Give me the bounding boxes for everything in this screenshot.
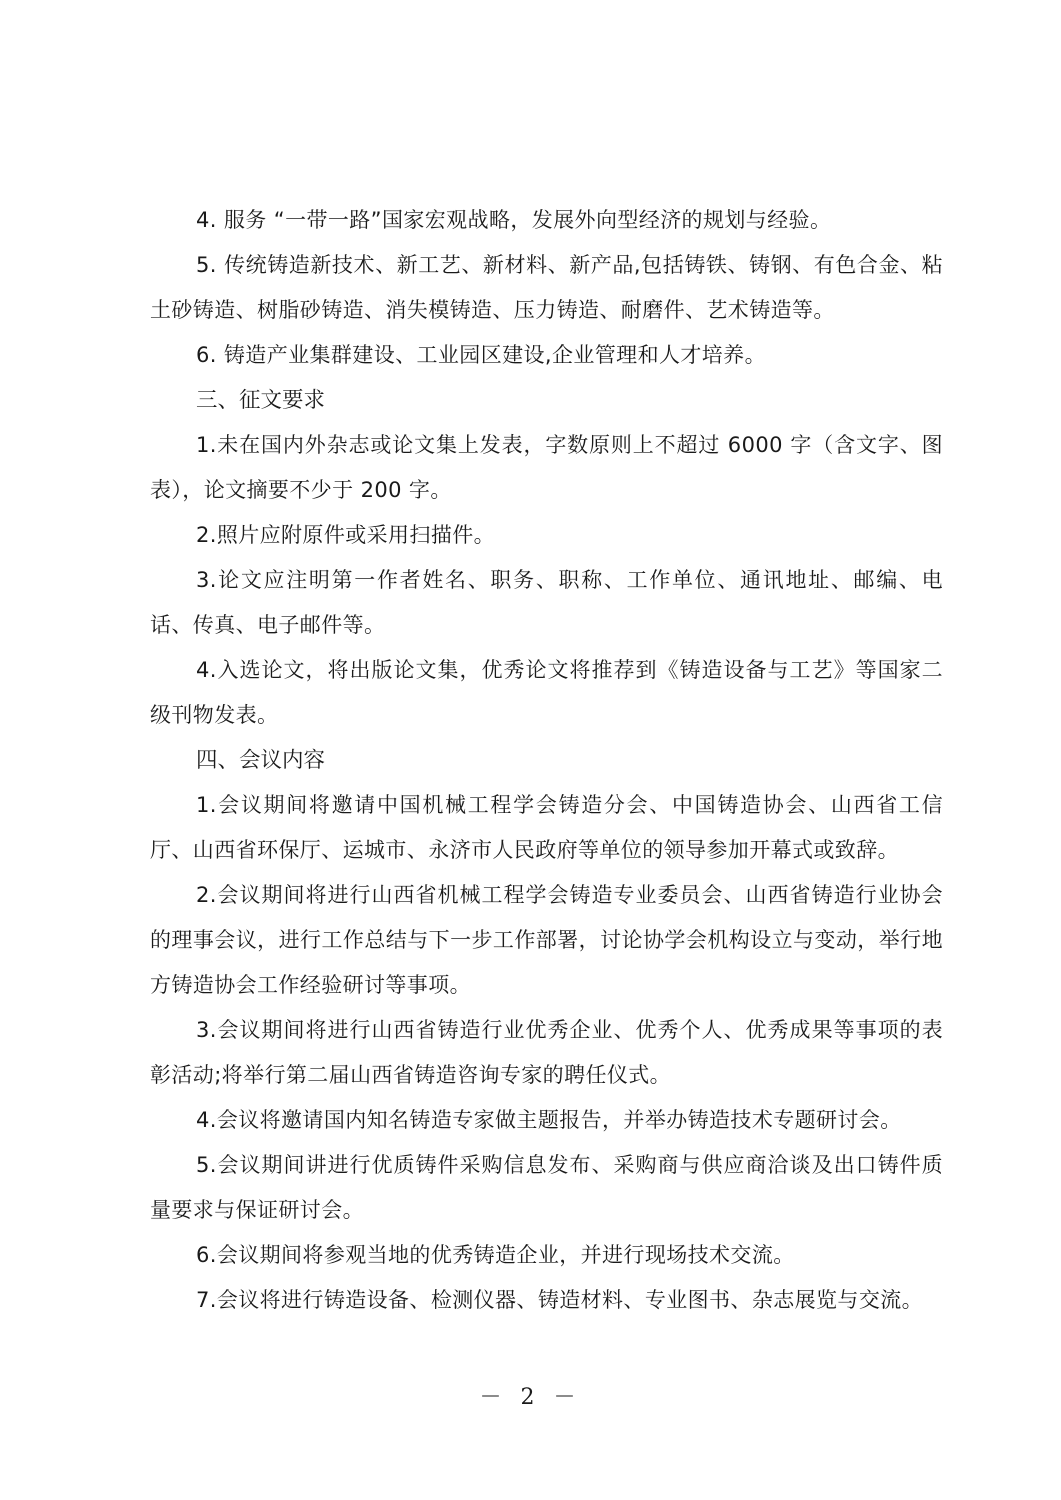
requirement-item-2: 2.照片应附原件或采用扫描件。	[196, 523, 496, 547]
topic-item-4: 4. 服务 “一带一路”国家宏观战略，发展外向型经济的规划与经验。	[196, 208, 832, 232]
meeting-item-1: 1.会议期间将邀请中国机械工程学会铸造分会、中国铸造协会、山西省工信厅、山西省环保厅、运城市、永济市人民政府等单位的领导参加开幕式或致辞。	[150, 793, 943, 862]
section-heading-requirements: 三、征文要求	[196, 388, 326, 413]
topic-item-6: 6. 铸造产业集群建设、工业园区建设,企业管理和人才培养。	[196, 343, 766, 367]
meeting-item-2: 2.会议期间将进行山西省机械工程学会铸造专业委员会、山西省铸造行业协会的理事会议，进行工作总结与下一步工作部署，讨论协学会机构设立与变动，举行地方铸造协会工作经验研讨等事项。	[150, 883, 943, 997]
page-number: － 2 －	[479, 1385, 582, 1410]
requirement-item-4: 4.入选论文，将出版论文集，优秀论文将推荐到《铸造设备与工艺》等国家二级刊物发表。	[150, 658, 943, 727]
topic-item-5: 5. 传统铸造新技术、新工艺、新材料、新产品,包括铸铁、铸钢、有色合金、粘土砂铸造、树脂砂铸造、消失模铸造、压力铸造、耐磨件、艺术铸造等。	[150, 253, 943, 322]
meeting-item-7: 7.会议将进行铸造设备、检测仪器、铸造材料、专业图书、杂志展览与交流。	[196, 1288, 924, 1312]
meeting-item-5: 5.会议期间讲进行优质铸件采购信息发布、采购商与供应商洽谈及出口铸件质量要求与保证研讨会。	[150, 1153, 943, 1222]
section-heading-meeting-content: 四、会议内容	[196, 748, 326, 773]
meeting-item-4: 4.会议将邀请国内知名铸造专家做主题报告，并举办铸造技术专题研讨会。	[196, 1108, 902, 1132]
requirement-item-3: 3.论文应注明第一作者姓名、职务、职称、工作单位、通讯地址、邮编、电话、传真、电子邮件等。	[150, 568, 943, 637]
document-body	[150, 198, 943, 1323]
meeting-item-6: 6.会议期间将参观当地的优秀铸造企业，并进行现场技术交流。	[196, 1243, 795, 1267]
meeting-item-3: 3.会议期间将进行山西省铸造行业优秀企业、优秀个人、优秀成果等事项的表彰活动;将举行第二届山西省铸造咨询专家的聘任仪式。	[150, 1018, 943, 1087]
requirement-item-1: 1.未在国内外杂志或论文集上发表，字数原则上不超过 6000 字（含文字、图表），论文摘要不少于 200 字。	[150, 433, 943, 502]
